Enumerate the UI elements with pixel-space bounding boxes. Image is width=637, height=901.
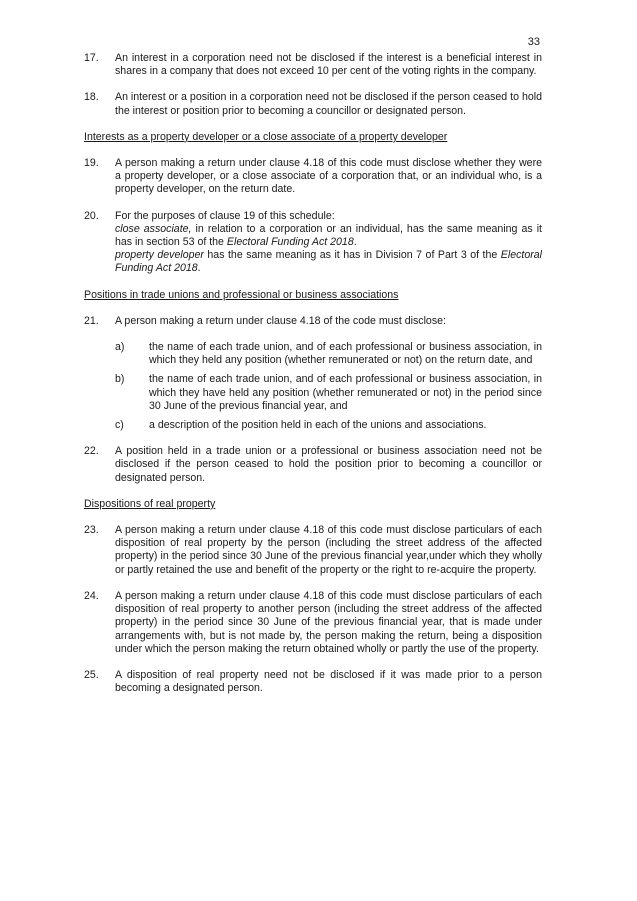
clause-text: A person making a return under clause 4.18 of this code must disclose whether they were a property developer, or a close associate of a corporation that, or an individual who, is a property developer, on the return date. bbox=[115, 157, 542, 196]
definition-text: has the same meaning as it has in Division 7 of Part 3 of the bbox=[203, 249, 501, 262]
clause-number: 22. bbox=[84, 445, 99, 458]
clause-number: 25. bbox=[84, 668, 99, 681]
section-heading-property-developer: Interests as a property developer or a close associate of a property developer bbox=[84, 130, 448, 143]
clause-23 bbox=[84, 524, 542, 577]
sub-clause-label: b) bbox=[115, 373, 125, 386]
clause-number: 18. bbox=[84, 91, 99, 104]
clause-number: 24. bbox=[84, 589, 99, 602]
clause-text: An interest or a position in a corporation need not be disclosed if the person ceased to hold the interest or position prior to becoming a councillor or designated person. bbox=[115, 91, 542, 117]
sub-clause-text: a description of the position held in each of the unions and associations. bbox=[149, 419, 487, 432]
section-heading-real-property: Dispositions of real property bbox=[84, 497, 216, 510]
sub-clause-label: a) bbox=[115, 341, 125, 354]
sub-clause-a bbox=[115, 341, 542, 367]
definition-text: in relation to a corporation or an individual, has the same meaning as it has in section 53 of the bbox=[115, 222, 543, 249]
definition-end: . bbox=[353, 236, 357, 249]
clause-25 bbox=[84, 669, 542, 695]
clause-19 bbox=[84, 157, 542, 197]
clause-number: 20. bbox=[84, 209, 99, 222]
clause-number: 19. bbox=[84, 157, 99, 170]
definition-property-developer bbox=[115, 249, 542, 275]
clause-20 bbox=[84, 210, 542, 276]
sub-clause-b bbox=[115, 373, 542, 413]
section-heading-trade-unions: Positions in trade unions and professional or business associations bbox=[84, 288, 399, 301]
clause-text: A disposition of real property need not be disclosed if it was made prior to a person becoming a designated person. bbox=[115, 668, 542, 695]
sub-clause-text: the name of each trade union, and of each professional or business association, in which they have held any position (whether remunerated or not) in the period since 30 June of the previous financial year, and bbox=[149, 373, 542, 412]
act-title: Electoral Funding Act 2018 bbox=[226, 236, 354, 249]
clause-text: For the purposes of clause 19 of this schedule: bbox=[115, 209, 335, 222]
page-number: 33 bbox=[527, 36, 540, 48]
clause-21 bbox=[84, 315, 542, 432]
defined-term: close associate, bbox=[115, 222, 192, 235]
clause-number: 17. bbox=[84, 52, 99, 64]
defined-term: property developer bbox=[115, 249, 204, 262]
sub-clause-label: c) bbox=[115, 419, 124, 432]
definition-end: . bbox=[197, 262, 201, 275]
clause-number: 21. bbox=[84, 314, 99, 327]
sub-clause-c bbox=[115, 419, 542, 432]
clause-text: An interest in a corporation need not be disclosed if the interest is a beneficial interest in shares in a company that does not exceed 10 per cent of the voting rights in the company. bbox=[115, 52, 542, 78]
clause-24 bbox=[84, 590, 542, 656]
clause-text: A person making a return under clause 4.18 of this code must disclose particulars of each disposition of real property by the person (including the street address of the affected property) in the period since 30 June of the previous financial year,under which they wholly or partly retained the use and benefit of the property or the right to re-acquire the property. bbox=[115, 524, 542, 576]
clause-18 bbox=[84, 91, 542, 117]
clause-text: A position held in a trade union or a professional or business association need not be disclosed if the person ceased to hold the position prior to becoming a councillor or designated person. bbox=[115, 445, 542, 484]
clause-text: A person making a return under clause 4.18 of this code must disclose particulars of each disposition of real property to another person (including the street address of the affected property) in the period since 30 June of the previous financial year, that is made under arrangements with, but is not made by, the person making the return, being a disposition under which the person making the return obtained wholly or partly the use of the property. bbox=[115, 589, 542, 655]
clause-text: A person making a return under clause 4.18 of the code must disclose: bbox=[115, 314, 446, 327]
clause-22 bbox=[84, 445, 542, 485]
sub-clause-text: the name of each trade union, and of each professional or business association, in which they held any position (whether remunerated or not) on the return date, and bbox=[149, 341, 542, 367]
clause-number: 23. bbox=[84, 524, 99, 537]
definition-close-associate bbox=[115, 223, 542, 249]
act-title: Electoral Funding Act 2018 bbox=[115, 249, 543, 275]
page-content bbox=[84, 52, 542, 708]
sub-clause-list bbox=[115, 341, 542, 432]
clause-17 bbox=[84, 52, 542, 78]
